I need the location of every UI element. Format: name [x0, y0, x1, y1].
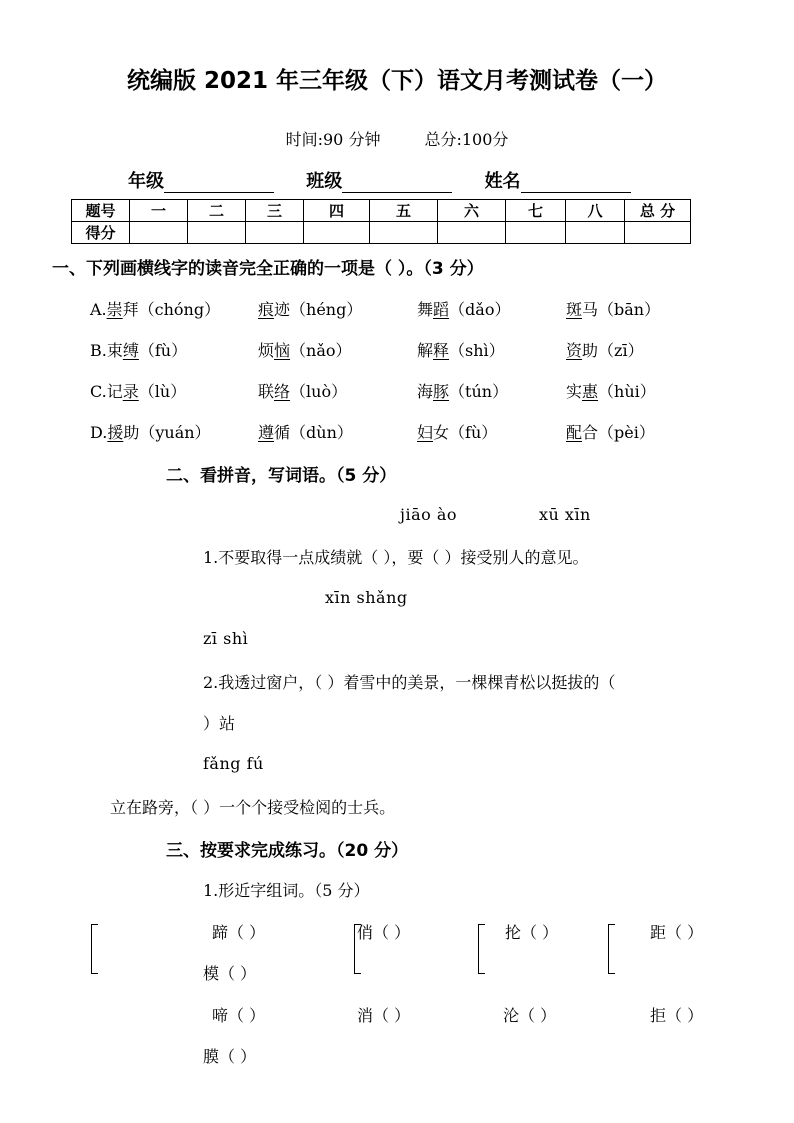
option-text: 解: [417, 341, 434, 360]
option-item: [417, 338, 505, 361]
pinyin-xinshang: xīn shǎng: [325, 588, 408, 607]
option-item: [258, 379, 347, 402]
option-text: （luò）: [290, 382, 348, 401]
option-text: 合（pèi）: [582, 423, 655, 442]
question-2-1: 1.不要取得一点成绩就（ ），要（ ）接受别人的意见。: [203, 548, 589, 567]
brace-mark: [478, 924, 485, 974]
question-2-2: 2.我透过窗户，（ ）着雪中的美景，一棵棵青松以挺拔的（: [203, 673, 616, 692]
underlined-char: 释: [433, 341, 450, 360]
underlined-char: 惠: [582, 382, 599, 401]
option-text: 实: [566, 382, 583, 401]
brace-mark: [91, 924, 98, 974]
page-title: 统编版 2021 年三年级（下）语文月考测试卷（一）: [126, 68, 668, 94]
class-label: 班级: [306, 171, 343, 192]
option-text: 助（yuán）: [123, 423, 211, 442]
option-item: [90, 420, 211, 443]
underlined-char: 资: [566, 341, 583, 360]
underlined-char: 络: [274, 382, 291, 401]
option-text: B.束: [90, 341, 123, 360]
option-text: 舞: [417, 300, 434, 319]
option-item: [417, 379, 508, 402]
grade-blank[interactable]: [164, 174, 274, 193]
score-table: [71, 199, 691, 244]
word-group-item: 消（ ）: [357, 1006, 411, 1025]
pinyin-jiaoao: jiāo ào: [400, 505, 458, 524]
underlined-char: 录: [122, 382, 139, 401]
score-cell: 四: [304, 200, 370, 222]
score-cell: 一: [130, 200, 188, 222]
student-info: [128, 167, 657, 193]
score-cell: 三: [246, 200, 304, 222]
underlined-char: 豚: [433, 382, 450, 401]
underlined-char: 缚: [122, 341, 139, 360]
option-item: [258, 297, 362, 320]
option-text: 联: [258, 382, 275, 401]
option-text: A.: [90, 300, 107, 319]
underlined-char: 援: [107, 423, 124, 442]
option-item: [258, 420, 353, 443]
section3-heading: 三、按要求完成练习。（20 分）: [166, 841, 409, 861]
option-item: [417, 297, 510, 320]
score-input-cell[interactable]: [246, 222, 304, 244]
score-input-cell[interactable]: [438, 222, 506, 244]
grade-label: 年级: [128, 171, 164, 192]
score-input-cell[interactable]: [370, 222, 438, 244]
option-item: [258, 338, 352, 361]
underlined-char: 配: [566, 423, 583, 442]
option-item: [566, 297, 660, 320]
word-group-item: 膜（ ）: [203, 1047, 257, 1066]
section2-heading: 二、看拼音，写词语。（5 分）: [166, 466, 397, 486]
exam-meta: [0, 127, 794, 150]
word-group-item: 蹄（ ）: [212, 923, 266, 942]
option-text: 海: [417, 382, 434, 401]
score-input-cell[interactable]: [625, 222, 691, 244]
name-label: 姓名: [484, 171, 521, 192]
underlined-char: 恼: [274, 341, 291, 360]
exam-total-score: 总分:100分: [424, 130, 509, 149]
option-item: [417, 420, 497, 443]
option-text: （tún）: [449, 382, 509, 401]
option-text: （hùi）: [598, 382, 656, 401]
word-group-item: 模（ ）: [203, 964, 257, 983]
underlined-char: 斑: [566, 300, 583, 319]
class-blank[interactable]: [342, 174, 452, 193]
option-text: （lù）: [138, 382, 187, 401]
score-cell: 总 分: [625, 200, 691, 222]
option-item: [566, 338, 644, 361]
word-group-item: 啼（ ）: [212, 1006, 266, 1025]
score-table-score-row: [72, 222, 691, 244]
word-group-item: 俏（ ）: [357, 923, 411, 942]
subquestion-3-1: 1.形近字组词。（5 分）: [203, 881, 370, 900]
underlined-char: 妇: [417, 423, 434, 442]
score-cell: 题号: [72, 200, 130, 222]
underlined-char: 遵: [258, 423, 275, 442]
score-input-cell[interactable]: [304, 222, 370, 244]
score-cell: 得分: [72, 222, 130, 244]
option-text: 女（fù）: [433, 423, 498, 442]
option-text: 马（bān）: [582, 300, 661, 319]
section1-heading: 一、下列画横线字的读音完全正确的一项是（ ）。（3 分）: [52, 259, 484, 279]
word-group-item: 拒（ ）: [650, 1006, 704, 1025]
option-text: （dǎo）: [449, 300, 511, 319]
option-text: 迹（héng）: [274, 300, 363, 319]
option-text: C.记: [90, 382, 123, 401]
option-text: （fù）: [138, 341, 188, 360]
option-item: [566, 420, 655, 443]
pinyin-zishi: zī shì: [203, 629, 249, 648]
option-text: 烦: [258, 341, 275, 360]
option-item: [90, 379, 186, 402]
question-2-2-cont: ）站: [203, 714, 236, 733]
underlined-char: 痕: [258, 300, 275, 319]
brace-mark: [608, 924, 615, 974]
question-2-3: 立在路旁，（ ）一个个接受检阅的士兵。: [110, 798, 396, 817]
option-item: [90, 297, 220, 320]
score-input-cell[interactable]: [188, 222, 246, 244]
pinyin-fangfu: fǎng fú: [203, 754, 264, 773]
name-blank[interactable]: [521, 174, 631, 193]
option-text: 助（zī）: [582, 341, 644, 360]
score-cell: 六: [438, 200, 506, 222]
score-cell: 五: [370, 200, 438, 222]
score-cell: 八: [566, 200, 625, 222]
exam-time: 时间:90 分钟: [285, 130, 381, 149]
score-table-header-row: [72, 200, 691, 222]
option-item: [90, 338, 187, 361]
score-cell: 七: [506, 200, 566, 222]
option-text: 拜（chóng）: [122, 300, 221, 319]
underlined-char: 蹈: [433, 300, 450, 319]
score-input-cell[interactable]: [130, 222, 188, 244]
option-item: [566, 379, 656, 402]
word-group-item: 沦（ ）: [503, 1006, 557, 1025]
underlined-char: 崇: [106, 300, 123, 319]
option-text: 循（dùn）: [274, 423, 353, 442]
score-input-cell[interactable]: [506, 222, 566, 244]
option-text: （nǎo）: [290, 341, 352, 360]
score-input-cell[interactable]: [566, 222, 625, 244]
score-cell: 二: [188, 200, 246, 222]
option-text: D.: [90, 423, 108, 442]
pinyin-xuxin: xū xīn: [539, 505, 591, 524]
option-text: （shì）: [449, 341, 505, 360]
word-group-item: 距（ ）: [650, 923, 704, 942]
word-group-item: 抡（ ）: [505, 923, 559, 942]
